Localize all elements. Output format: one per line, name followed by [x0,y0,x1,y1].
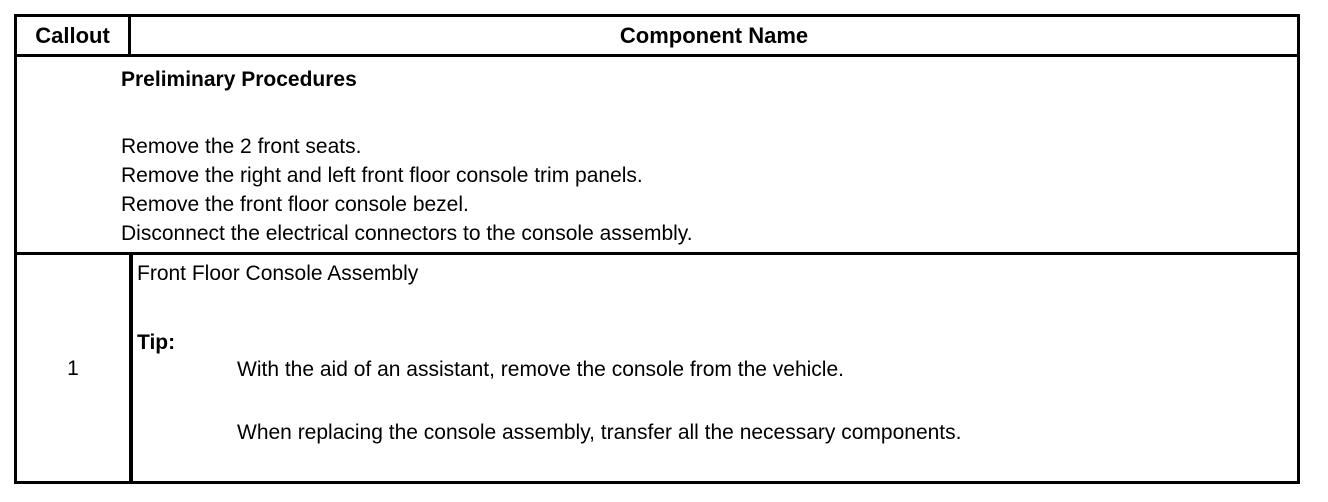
table-row [17,255,1297,481]
preliminary-step: Remove the 2 front seats. [121,135,362,158]
callout-number: 1 [67,357,79,380]
procedure-table [14,14,1300,484]
preliminary-step: Remove the front floor console bezel. [121,193,469,216]
component-name: Front Floor Console Assembly [137,262,419,285]
preliminary-procedures-title: Preliminary Procedures [121,68,357,91]
callout-cell [17,255,133,481]
preliminary-step: Disconnect the electrical connectors to the console assembly. [121,222,693,245]
tip-label: Tip: [137,331,176,354]
preliminary-procedures-row [17,57,1297,255]
component-cell [137,255,1297,481]
preliminary-steps-list [121,132,693,248]
tip-text: When replacing the console assembly, transfer all the necessary components. [237,421,962,444]
preliminary-step: Remove the right and left front floor console trim panels. [121,164,643,187]
header-callout: Callout [17,17,131,54]
header-component-name: Component Name [619,23,809,48]
table-header-row [17,17,1297,57]
tip-text: With the aid of an assistant, remove the console from the vehicle. [237,358,844,381]
